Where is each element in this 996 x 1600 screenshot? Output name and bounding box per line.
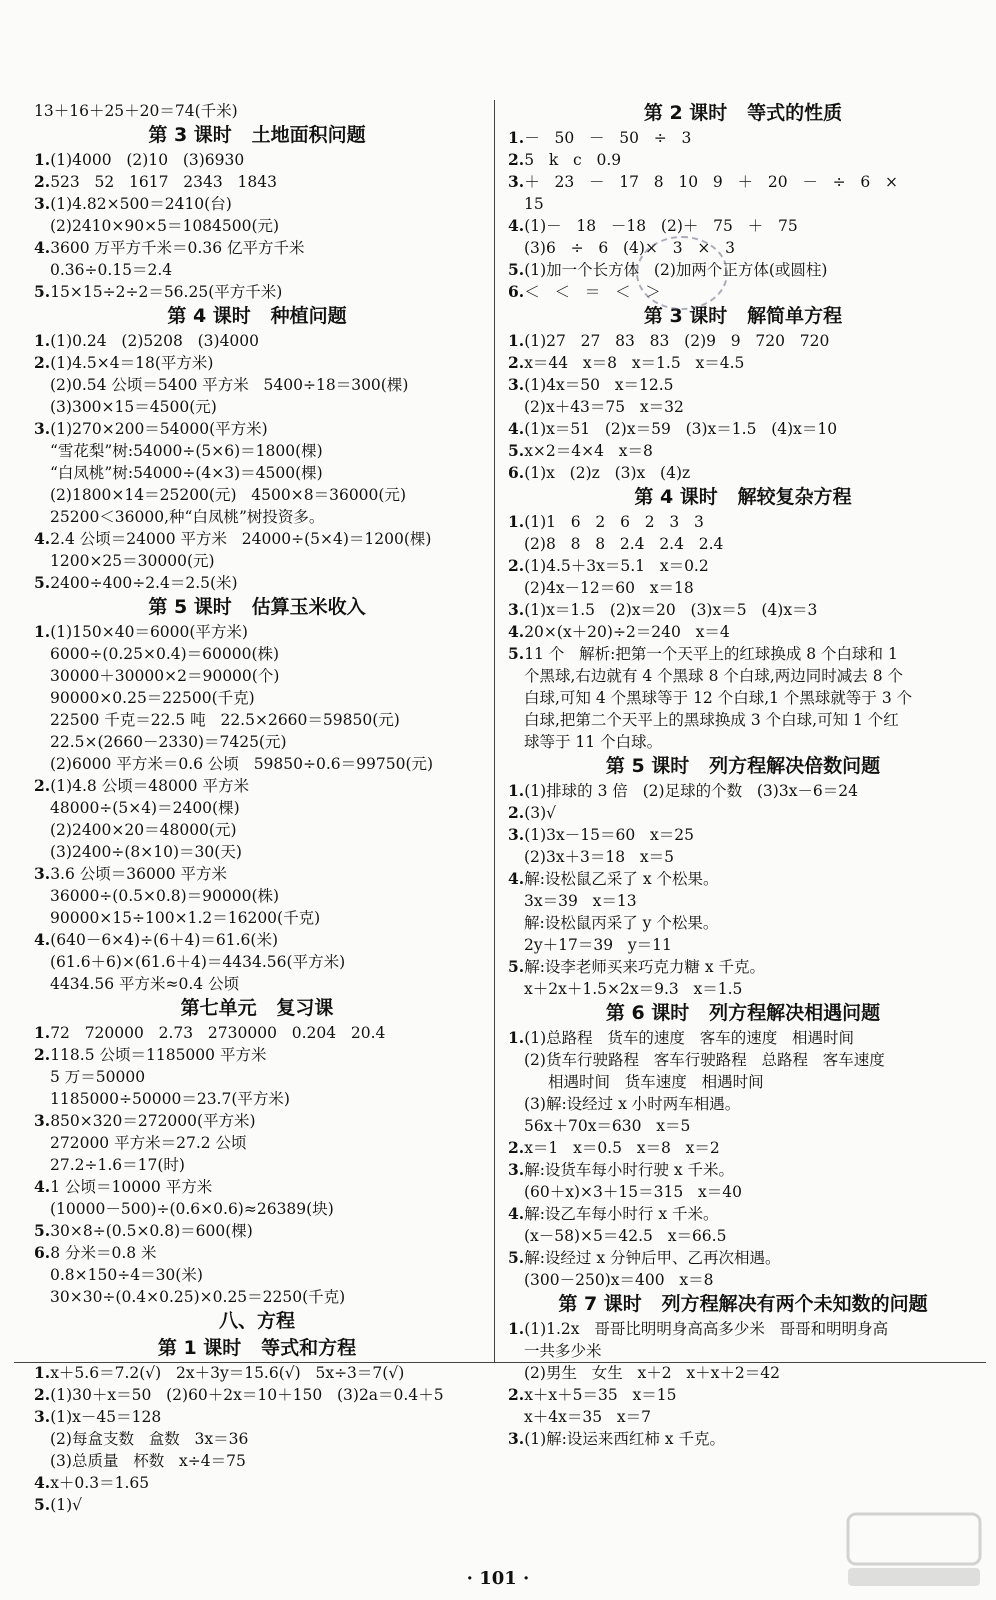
answer-line bbox=[34, 841, 480, 863]
answer-text: (1)x－45＝128 bbox=[50, 1408, 162, 1426]
answer-line bbox=[508, 824, 978, 846]
answer-line bbox=[34, 797, 480, 819]
question-number: 5. bbox=[508, 441, 525, 460]
answer-text: 30000＋30000×2＝90000(个) bbox=[50, 667, 280, 685]
answer-line bbox=[34, 1494, 480, 1516]
answer-text: 5 k c 0.9 bbox=[524, 151, 622, 169]
answer-line bbox=[508, 374, 978, 396]
question-number: 5. bbox=[508, 644, 525, 663]
answer-line bbox=[34, 193, 480, 215]
answer-line bbox=[508, 643, 978, 665]
answer-line bbox=[34, 1406, 480, 1428]
answer-line bbox=[34, 1154, 480, 1176]
question-number: 3. bbox=[34, 864, 51, 883]
answer-line bbox=[508, 1027, 978, 1049]
answer-text: (2)8 8 8 2.4 2.4 2.4 bbox=[524, 535, 724, 553]
answer-text: 20×(x＋20)÷2＝240 x＝4 bbox=[524, 623, 730, 641]
section-heading: 第 4 课时 种植问题 bbox=[167, 305, 347, 327]
question-number: 3. bbox=[508, 1429, 525, 1448]
answer-text: (60＋x)×3＋15＝315 x＝40 bbox=[524, 1183, 742, 1201]
answer-line bbox=[34, 1044, 480, 1066]
question-number: 3. bbox=[508, 1160, 525, 1179]
question-number: 1. bbox=[34, 150, 51, 169]
answer-line bbox=[508, 1181, 978, 1203]
answer-text: 15 bbox=[524, 195, 544, 213]
question-number: 5. bbox=[34, 1495, 51, 1514]
answer-line bbox=[508, 780, 978, 802]
section-heading: 第 4 课时 解较复杂方程 bbox=[634, 486, 852, 508]
question-number: 6. bbox=[508, 463, 525, 482]
answer-text: 解:设李老师买来巧克力糖 x 千克。 bbox=[524, 958, 766, 976]
answer-text: (2)0.54 公顷＝5400 平方米 5400÷18＝300(棵) bbox=[50, 376, 409, 394]
answer-line bbox=[508, 1269, 978, 1291]
answer-line bbox=[508, 127, 978, 149]
question-number: 2. bbox=[34, 1045, 51, 1064]
answer-text: 36000÷(0.5×0.8)＝90000(株) bbox=[50, 887, 280, 905]
answer-text: (1)解:设运来西红柿 x 千克。 bbox=[524, 1430, 725, 1448]
answer-text: 解:设松鼠丙采了 y 个松果。 bbox=[524, 914, 719, 932]
question-number: 2. bbox=[34, 172, 51, 191]
answer-text: (2)4x－12＝60 x＝18 bbox=[524, 579, 694, 597]
question-number: 5. bbox=[508, 957, 525, 976]
section-heading: 第七单元 复习课 bbox=[180, 997, 334, 1019]
answer-line bbox=[34, 1450, 480, 1472]
answer-line bbox=[508, 555, 978, 577]
answer-text: 523 52 1617 2343 1843 bbox=[50, 173, 277, 191]
answer-text: 个黑球,右边就有 4 个黑球 8 个白球,两边同时减去 8 个 bbox=[524, 667, 904, 685]
answer-line bbox=[508, 511, 978, 533]
answer-text: 30×8÷(0.5×0.8)＝600(棵) bbox=[50, 1222, 253, 1240]
answer-line bbox=[508, 1115, 978, 1137]
answer-line bbox=[508, 1093, 978, 1115]
question-number: 5. bbox=[508, 1248, 525, 1267]
answer-text: (1)270×200＝54000(平方米) bbox=[50, 420, 268, 438]
answer-line bbox=[508, 1137, 978, 1159]
answer-text: 2400÷400÷2.4＝2.5(米) bbox=[50, 574, 238, 592]
answer-line bbox=[34, 687, 480, 709]
answer-text: (3)总质量 杯数 x÷4＝75 bbox=[50, 1452, 246, 1470]
answer-text: 解:设货车每小时行驶 x 千米。 bbox=[524, 1161, 735, 1179]
question-number: 3. bbox=[34, 1407, 51, 1426]
answer-line bbox=[34, 1066, 480, 1088]
answer-line bbox=[34, 550, 480, 572]
answer-text: x＝44 x＝8 x＝1.5 x＝4.5 bbox=[524, 354, 745, 372]
question-number: 4. bbox=[34, 529, 51, 548]
answer-line bbox=[508, 171, 978, 193]
question-number: 4. bbox=[34, 930, 51, 949]
question-number: 2. bbox=[508, 150, 525, 169]
section-heading: 第 3 课时 土地面积问题 bbox=[148, 124, 366, 146]
question-number: 5. bbox=[34, 1221, 51, 1240]
answer-line bbox=[34, 259, 480, 281]
section-heading: 第 6 课时 列方程解决相遇问题 bbox=[605, 1002, 881, 1024]
answer-text: 3.6 公顷＝36000 平方米 bbox=[50, 865, 227, 883]
answer-text: 11 个 解析:把第一个天平上的红球换成 8 个白球和 1 bbox=[524, 645, 898, 663]
question-number: 4. bbox=[34, 1473, 51, 1492]
answer-line bbox=[34, 237, 480, 259]
answer-line bbox=[508, 978, 978, 1000]
answer-line bbox=[508, 281, 978, 303]
answer-text: x＋x＋5＝35 x＝15 bbox=[524, 1386, 677, 1404]
question-number: 1. bbox=[34, 1023, 51, 1042]
answer-text: (1)x (2)z (3)x (4)z bbox=[524, 464, 691, 482]
answer-text: 2.4 公顷＝24000 平方米 24000÷(5×4)＝1200(棵) bbox=[50, 530, 432, 548]
answer-text: 56x＋70x＝630 x＝5 bbox=[524, 1117, 691, 1135]
answer-line bbox=[34, 709, 480, 731]
answer-text: 90000×15÷100×1.2＝16200(千克) bbox=[50, 909, 321, 927]
answer-line bbox=[508, 621, 978, 643]
answer-line bbox=[34, 1362, 480, 1384]
answer-line bbox=[508, 912, 978, 934]
answer-text: (1)总路程 货车的速度 客车的速度 相遇时间 bbox=[524, 1029, 854, 1047]
stamp-mark bbox=[636, 236, 728, 310]
answer-line bbox=[34, 1286, 480, 1308]
question-number: 4. bbox=[34, 1177, 51, 1196]
answer-text: (2)男生 女生 x＋2 x＋x＋2＝42 bbox=[524, 1364, 780, 1382]
answer-text: 48000÷(5×4)＝2400(棵) bbox=[50, 799, 240, 817]
answer-line bbox=[34, 374, 480, 396]
answer-line bbox=[34, 484, 480, 506]
question-number: 1. bbox=[508, 331, 525, 350]
answer-line bbox=[34, 1176, 480, 1198]
question-number: 2. bbox=[508, 556, 525, 575]
answer-line bbox=[34, 462, 480, 484]
answer-text: x＝1 x＝0.5 x＝8 x＝2 bbox=[524, 1139, 720, 1157]
question-number: 5. bbox=[34, 573, 51, 592]
answer-line bbox=[508, 1362, 978, 1384]
answer-line bbox=[508, 215, 978, 237]
answer-line bbox=[508, 237, 978, 259]
answer-line bbox=[508, 731, 978, 753]
answer-line bbox=[508, 259, 978, 281]
answer-line bbox=[508, 687, 978, 709]
answer-text: 一共多少米 bbox=[524, 1342, 602, 1360]
answer-line bbox=[34, 1242, 480, 1264]
answer-text: 5 万＝50000 bbox=[50, 1068, 146, 1086]
answer-line bbox=[508, 934, 978, 956]
answer-text: (1)30＋x＝50 (2)60＋2x＝10＋150 (3)2a＝0.4＋5 bbox=[50, 1386, 444, 1404]
answer-text: ＋ 23 － 17 8 10 9 ＋ 20 － ÷ 6 × bbox=[524, 173, 899, 191]
answer-line bbox=[34, 1110, 480, 1132]
answer-text: x＋0.3＝1.65 bbox=[50, 1474, 150, 1492]
answer-text: 3x＝39 x＝13 bbox=[524, 892, 637, 910]
question-number: 2. bbox=[508, 1138, 525, 1157]
answer-line bbox=[508, 440, 978, 462]
answer-text: (3)解:设经过 x 小时两车相遇。 bbox=[524, 1095, 741, 1113]
answer-text: (10000－500)÷(0.6×0.6)≈26389(块) bbox=[50, 1200, 334, 1218]
answer-line bbox=[34, 1132, 480, 1154]
answer-line bbox=[508, 846, 978, 868]
answer-text: (x－58)×5＝42.5 x＝66.5 bbox=[524, 1227, 727, 1245]
question-number: 1. bbox=[34, 1363, 51, 1382]
question-number: 4. bbox=[508, 419, 525, 438]
section-heading: 第 5 课时 列方程解决倍数问题 bbox=[605, 755, 881, 777]
answer-text: 4434.56 平方米≈0.4 公顷 bbox=[50, 975, 240, 993]
answer-text: (1)4x＝50 x＝12.5 bbox=[524, 376, 674, 394]
answer-text: (2)6000 平方米＝0.6 公顷 59850÷0.6＝99750(元) bbox=[50, 755, 434, 773]
answer-text: 30×30÷(0.4×0.25)×0.25＝2250(千克) bbox=[50, 1288, 346, 1306]
answer-line bbox=[34, 775, 480, 797]
answer-line bbox=[34, 643, 480, 665]
answer-line bbox=[508, 577, 978, 599]
answer-line bbox=[34, 973, 480, 995]
answer-line bbox=[508, 193, 978, 215]
question-number: 3. bbox=[34, 1111, 51, 1130]
answer-line bbox=[34, 528, 480, 550]
question-number: 2. bbox=[508, 1385, 525, 1404]
question-number: 6. bbox=[34, 1243, 51, 1262]
answer-text: (1)x＝1.5 (2)x＝20 (3)x＝5 (4)x＝3 bbox=[524, 601, 818, 619]
section-heading: 第 7 课时 列方程解决有两个未知数的问题 bbox=[558, 1293, 928, 1315]
question-number: 2. bbox=[508, 803, 525, 822]
answer-text: 13＋16＋25＋20＝74(千米) bbox=[34, 102, 238, 120]
answer-text: 0.36÷0.15＝2.4 bbox=[50, 261, 173, 279]
question-number: 2. bbox=[34, 353, 51, 372]
answer-line bbox=[34, 1220, 480, 1242]
answer-text: x＋5.6＝7.2(√) 2x＋3y＝15.6(√) 5x÷3＝7(√) bbox=[50, 1364, 405, 1382]
answer-text: (1)排球的 3 倍 (2)足球的个数 (3)3x－6＝24 bbox=[524, 782, 859, 800]
answer-text: 白球,可知 4 个黑球等于 12 个白球,1 个黑球就等于 3 个 bbox=[524, 689, 913, 707]
answer-text: 3600 万平方千米＝0.36 亿平方千米 bbox=[50, 239, 305, 257]
question-number: 1. bbox=[508, 512, 525, 531]
answer-text: x＋2x＋1.5×2x＝9.3 x＝1.5 bbox=[524, 980, 743, 998]
answer-text: “雪花梨”树:54000÷(5×6)＝1800(棵) bbox=[50, 442, 323, 460]
answer-text: 1200×25＝30000(元) bbox=[50, 552, 215, 570]
answer-text: 27.2÷1.6＝17(时) bbox=[50, 1156, 185, 1174]
answer-text: (2)货车行驶路程 客车行驶路程 总路程 客车速度 bbox=[524, 1051, 885, 1069]
answer-text: (2)每盒支数 盒数 3x＝36 bbox=[50, 1430, 249, 1448]
answer-text: 6000÷(0.25×0.4)＝60000(株) bbox=[50, 645, 280, 663]
answer-line bbox=[508, 1049, 978, 1071]
answer-line bbox=[34, 440, 480, 462]
answer-text: 1185000÷50000＝23.7(平方米) bbox=[50, 1090, 290, 1108]
answer-text: (1)1 6 2 6 2 3 3 bbox=[524, 513, 704, 531]
answer-text: (1)150×40＝6000(平方米) bbox=[50, 623, 248, 641]
section-heading: 第 1 课时 等式和方程 bbox=[157, 1337, 357, 1359]
answer-text: 解:设松鼠乙采了 x 个松果。 bbox=[524, 870, 719, 888]
answer-text: (1)4000 (2)10 (3)6930 bbox=[50, 151, 245, 169]
answer-line bbox=[34, 885, 480, 907]
answer-text: (1)√ bbox=[50, 1496, 83, 1514]
answer-text: 72 720000 2.73 2730000 0.204 20.4 bbox=[50, 1024, 386, 1042]
answer-line bbox=[34, 1022, 480, 1044]
answer-line bbox=[34, 1472, 480, 1494]
question-number: 5. bbox=[508, 260, 525, 279]
answer-text: ＜ ＜ ＝ ＜ ＞ bbox=[524, 283, 661, 301]
answer-text: (1)4.82×500＝2410(台) bbox=[50, 195, 232, 213]
question-number: 4. bbox=[508, 869, 525, 888]
answer-line bbox=[34, 1264, 480, 1286]
question-number: 2. bbox=[34, 776, 51, 795]
answer-line bbox=[34, 731, 480, 753]
answer-text: (640－6×4)÷(6＋4)＝61.6(米) bbox=[50, 931, 278, 949]
answer-line bbox=[34, 149, 480, 171]
answer-text: 272000 平方米＝27.2 公顷 bbox=[50, 1134, 247, 1152]
answer-text: (1)0.24 (2)5208 (3)4000 bbox=[50, 332, 260, 350]
answer-line bbox=[508, 1318, 978, 1340]
answer-text: (300－250)x＝400 x＝8 bbox=[524, 1271, 714, 1289]
answer-text: 1 公顷＝10000 平方米 bbox=[50, 1178, 213, 1196]
question-number: 2. bbox=[34, 1385, 51, 1404]
answer-line bbox=[34, 100, 480, 122]
answer-text: (2)1800×14＝25200(元) 4500×8＝36000(元) bbox=[50, 486, 406, 504]
question-number: 4. bbox=[508, 1204, 525, 1223]
answer-line bbox=[508, 1428, 978, 1450]
answer-line bbox=[508, 533, 978, 555]
section-heading: 第 2 课时 等式的性质 bbox=[643, 102, 843, 124]
answer-text: 2y＋17＝39 y＝11 bbox=[524, 936, 672, 954]
question-number: 4. bbox=[34, 238, 51, 257]
answer-text: x＋4x＝35 x＝7 bbox=[524, 1408, 651, 1426]
answer-line bbox=[508, 352, 978, 374]
answer-line bbox=[508, 396, 978, 418]
answer-line bbox=[508, 462, 978, 484]
question-number: 3. bbox=[508, 600, 525, 619]
answer-line bbox=[34, 330, 480, 352]
answer-line bbox=[508, 665, 978, 687]
left-column bbox=[34, 100, 480, 1516]
answer-text: 118.5 公顷＝1185000 平方米 bbox=[50, 1046, 267, 1064]
answer-text: “白凤桃”树:54000÷(4×3)＝4500(棵) bbox=[50, 464, 323, 482]
answer-text: (1)加一个长方体 (2)加两个正方体(或圆柱) bbox=[524, 261, 828, 279]
question-number: 1. bbox=[508, 781, 525, 800]
answer-text: (3)2400÷(8×10)＝30(天) bbox=[50, 843, 242, 861]
answer-text: 15×15÷2÷2＝56.25(平方千米) bbox=[50, 283, 283, 301]
answer-line bbox=[508, 599, 978, 621]
section-heading: 八、方程 bbox=[218, 1310, 295, 1332]
answer-text: (1)4.5＋3x＝5.1 x＝0.2 bbox=[524, 557, 709, 575]
answer-text: 解:设经过 x 分钟后甲、乙再次相遇。 bbox=[524, 1249, 781, 1267]
answer-line bbox=[34, 215, 480, 237]
answer-text: (1)3x－15＝60 x＝25 bbox=[524, 826, 694, 844]
answer-line bbox=[34, 819, 480, 841]
answer-line bbox=[34, 352, 480, 374]
answer-line bbox=[34, 907, 480, 929]
answer-line bbox=[508, 709, 978, 731]
answer-text: 相遇时间 货车速度 相遇时间 bbox=[548, 1073, 764, 1091]
answer-text: 22.5×(2660－2330)＝7425(元) bbox=[50, 733, 287, 751]
question-number: 3. bbox=[508, 825, 525, 844]
answer-text: (3)6 ÷ 6 (4)× 3 × 3 bbox=[524, 239, 736, 257]
answer-line bbox=[508, 330, 978, 352]
answer-line bbox=[34, 863, 480, 885]
answer-line bbox=[34, 418, 480, 440]
answer-text: (1)1.2x 哥哥比明明身高高多少米 哥哥和明明身高 bbox=[524, 1320, 889, 1338]
question-number: 3. bbox=[508, 172, 525, 191]
answer-text: 90000×0.25＝22500(千克) bbox=[50, 689, 255, 707]
question-number: 1. bbox=[508, 128, 525, 147]
answer-text: (3)√ bbox=[524, 804, 557, 822]
answer-text: 850×320＝272000(平方米) bbox=[50, 1112, 256, 1130]
answer-text: (2)x＋43＝75 x＝32 bbox=[524, 398, 684, 416]
answer-line bbox=[34, 951, 480, 973]
answer-text: x×2＝4×4 x＝8 bbox=[524, 442, 653, 460]
question-number: 3. bbox=[34, 419, 51, 438]
answer-line bbox=[508, 418, 978, 440]
answer-text: 25200＜36000,种“白凤桃”树投资多。 bbox=[50, 508, 325, 526]
question-number: 3. bbox=[34, 194, 51, 213]
answer-text: (2)2410×90×5＝1084500(元) bbox=[50, 217, 280, 235]
question-number: 1. bbox=[34, 622, 51, 641]
answer-text: (2)3x＋3＝18 x＝5 bbox=[524, 848, 675, 866]
answer-text: (2)2400×20＝48000(元) bbox=[50, 821, 237, 839]
answer-line bbox=[508, 1225, 978, 1247]
question-number: 1. bbox=[508, 1319, 525, 1338]
answer-text: 8 分米＝0.8 米 bbox=[50, 1244, 157, 1262]
question-number: 6. bbox=[508, 282, 525, 301]
answer-line bbox=[508, 1406, 978, 1428]
answer-line bbox=[508, 1071, 978, 1093]
question-number: 4. bbox=[508, 216, 525, 235]
answer-text: 0.8×150÷4＝30(米) bbox=[50, 1266, 203, 1284]
answer-text: (1)x＝51 (2)x＝59 (3)x＝1.5 (4)x＝10 bbox=[524, 420, 838, 438]
answer-line bbox=[34, 929, 480, 951]
answer-line bbox=[34, 396, 480, 418]
answer-text: 解:设乙车每小时行 x 千米。 bbox=[524, 1205, 719, 1223]
question-number: 2. bbox=[508, 353, 525, 372]
right-column bbox=[508, 100, 978, 1450]
page-number: · 101 · bbox=[466, 1568, 530, 1589]
answer-line bbox=[34, 621, 480, 643]
answer-line bbox=[508, 149, 978, 171]
answer-text: (61.6＋6)×(61.6＋4)＝4434.56(平方米) bbox=[50, 953, 346, 971]
answer-text: 球等于 11 个白球。 bbox=[524, 733, 663, 751]
question-number: 1. bbox=[508, 1028, 525, 1047]
answer-line bbox=[508, 1203, 978, 1225]
answer-text: (1)27 27 83 83 (2)9 9 720 720 bbox=[524, 332, 830, 350]
answer-line bbox=[508, 1247, 978, 1269]
section-heading: 第 3 课时 解简单方程 bbox=[643, 305, 843, 327]
answer-line bbox=[508, 890, 978, 912]
answer-line bbox=[508, 868, 978, 890]
answer-text: (1)4.5×4＝18(平方米) bbox=[50, 354, 214, 372]
answer-line bbox=[34, 1088, 480, 1110]
column-divider bbox=[494, 100, 495, 1362]
answer-text: 白球,把第二个天平上的黑球换成 3 个白球,可知 1 个红 bbox=[524, 711, 899, 729]
answer-line bbox=[508, 1340, 978, 1362]
answer-text: (1)－ 18 －18 (2)＋ 75 ＋ 75 bbox=[524, 217, 798, 235]
answer-line bbox=[34, 753, 480, 775]
answer-line bbox=[34, 1384, 480, 1406]
answer-text: － 50 － 50 ÷ 3 bbox=[524, 129, 692, 147]
answer-text: (3)300×15＝4500(元) bbox=[50, 398, 217, 416]
answer-line bbox=[508, 1384, 978, 1406]
question-number: 4. bbox=[508, 622, 525, 641]
section-heading: 第 5 课时 估算玉米收入 bbox=[148, 596, 366, 618]
answer-line bbox=[34, 572, 480, 594]
question-number: 3. bbox=[508, 375, 525, 394]
answer-text: (1)4.8 公顷＝48000 平方米 bbox=[50, 777, 249, 795]
answer-line bbox=[34, 506, 480, 528]
answer-line bbox=[34, 171, 480, 193]
question-number: 5. bbox=[34, 282, 51, 301]
answer-line bbox=[34, 1428, 480, 1450]
answer-text: 22500 千克＝22.5 吨 22.5×2660＝59850(元) bbox=[50, 711, 400, 729]
answer-line bbox=[508, 956, 978, 978]
answer-line bbox=[508, 1159, 978, 1181]
answer-line bbox=[34, 665, 480, 687]
question-number: 1. bbox=[34, 331, 51, 350]
answer-line bbox=[34, 1198, 480, 1220]
answer-line bbox=[34, 281, 480, 303]
answer-line bbox=[508, 802, 978, 824]
